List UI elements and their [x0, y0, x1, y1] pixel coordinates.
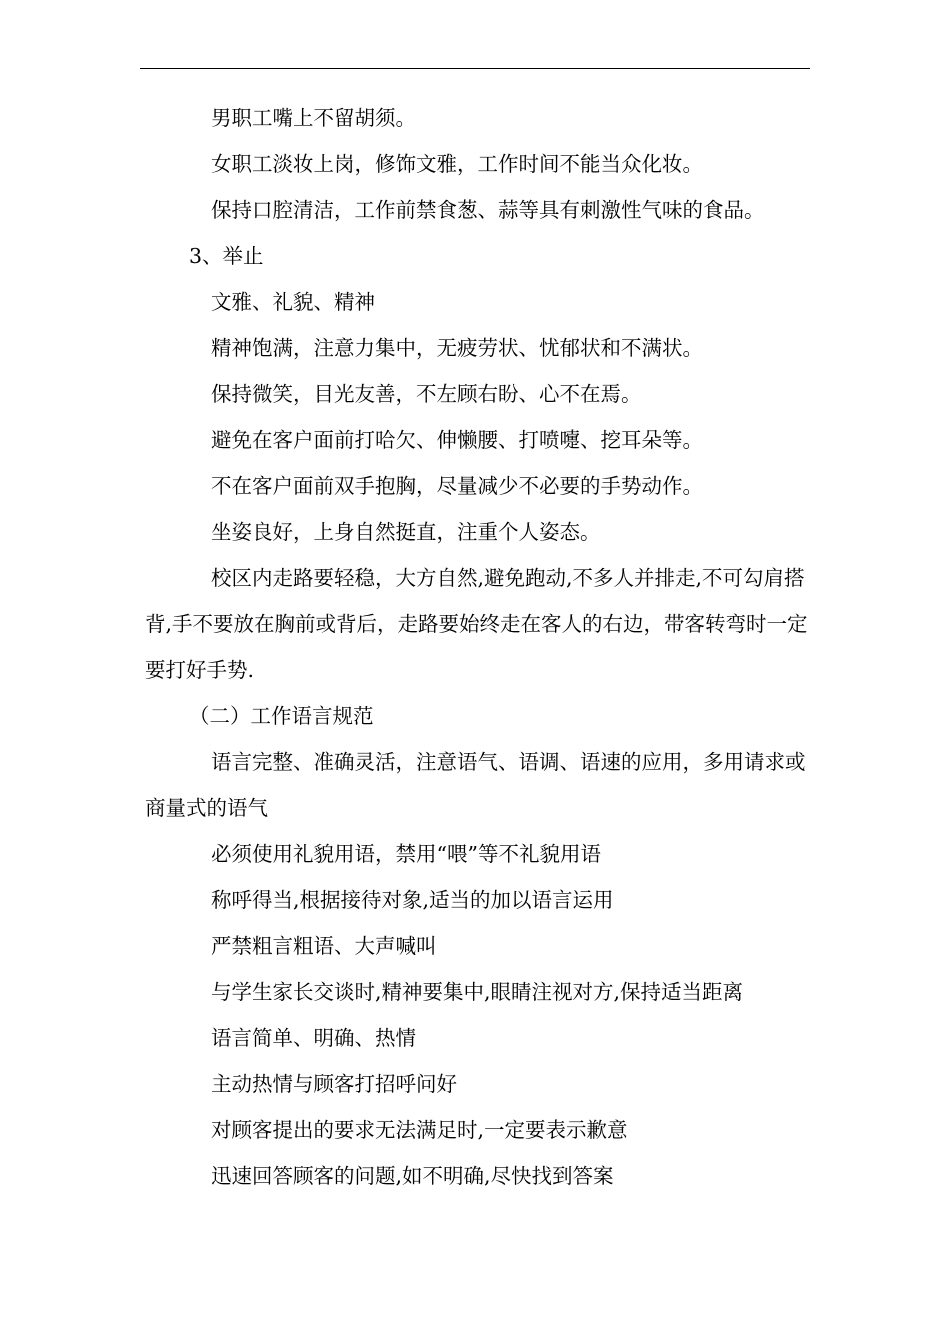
paragraph-greeting: 主动热情与顾客打招呼问好 — [211, 1072, 457, 1096]
paragraph-spirit: 精神饱满，注意力集中，无疲劳状、忧郁状和不满状。 — [211, 336, 703, 360]
document-body — [145, 95, 817, 1199]
paragraph-address: 称呼得当,根据接待对象,适当的加以语言运用 — [211, 888, 614, 912]
paragraph-oral-hygiene: 保持口腔清洁，工作前禁食葱、蒜等具有刺激性气味的食品。 — [211, 198, 765, 222]
paragraph-walking: 校区内走路要轻稳，大方自然,避免跑动,不多人并排走,不可勾肩搭背,手不要放在胸前或背后，走路要始终走在客人的右边，带客转弯时一定要打好手势. — [145, 566, 808, 682]
paragraph-gestures: 不在客户面前双手抱胸，尽量减少不必要的手势动作。 — [211, 474, 703, 498]
paragraph-makeup: 女职工淡妆上岗，修饰文雅，工作时间不能当众化妆。 — [211, 152, 703, 176]
paragraph-behavior-summary: 文雅、礼貌、精神 — [211, 290, 375, 314]
paragraph-avoid-yawning: 避免在客户面前打哈欠、伸懒腰、打喷嚏、挖耳朵等。 — [211, 428, 703, 452]
paragraph-no-rude: 严禁粗言粗语、大声喊叫 — [211, 934, 437, 958]
paragraph-answer: 迅速回答顾客的问题,如不明确,尽快找到答案 — [211, 1164, 614, 1188]
paragraph-mustache: 男职工嘴上不留胡须。 — [211, 106, 416, 130]
paragraph-language-complete: 语言完整、准确灵活，注意语气、语调、语速的应用，多用请求或商量式的语气 — [145, 750, 806, 820]
paragraph-posture: 坐姿良好，上身自然挺直，注重个人姿态。 — [211, 520, 601, 544]
paragraph-polite-terms: 必须使用礼貌用语，禁用“喂”等不礼貌用语 — [211, 842, 601, 866]
header-rule — [140, 68, 810, 69]
paragraph-parent-talk: 与学生家长交谈时,精神要集中,眼睛注视对方,保持适当距离 — [211, 980, 744, 1004]
paragraph-smile: 保持微笑，目光友善，不左顾右盼、心不在焉。 — [211, 382, 642, 406]
section-heading-language: （二）工作语言规范 — [189, 704, 374, 728]
paragraph-apology: 对顾客提出的要求无法满足时,一定要表示歉意 — [211, 1118, 628, 1142]
paragraph-simple-language: 语言简单、明确、热情 — [211, 1026, 416, 1050]
section-heading-behavior: 3、举止 — [189, 244, 264, 268]
